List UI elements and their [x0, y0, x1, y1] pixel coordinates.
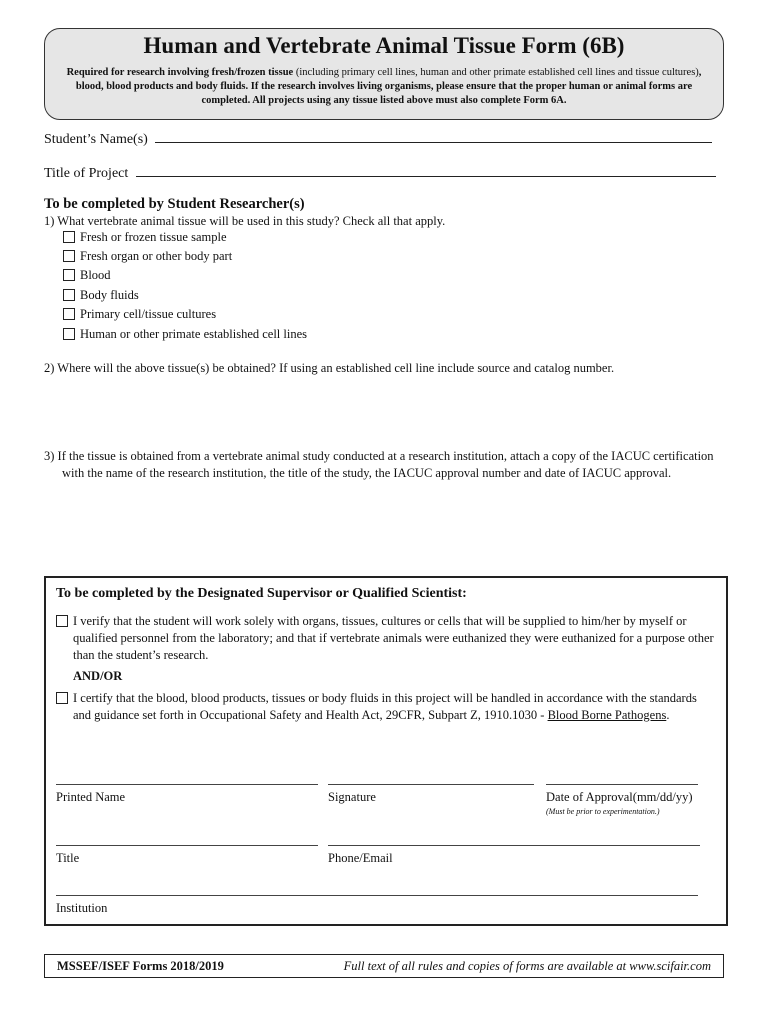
phone-email-label: Phone/Email: [328, 851, 393, 865]
supervisor-heading: To be completed by the Designated Supervisor or Qualified Scientist:: [56, 586, 467, 601]
footer-box: [44, 954, 724, 978]
option-label: Primary cell/tissue cultures: [80, 307, 217, 321]
certify-checkbox[interactable]: [56, 692, 68, 704]
verify-statement: [56, 613, 716, 664]
verify-checkbox[interactable]: [56, 615, 68, 627]
signature-label: Signature: [328, 790, 376, 804]
footer-website-note: Full text of all rules and copies of forms are available at www.scifair.com: [343, 959, 711, 973]
checkbox[interactable]: [63, 328, 75, 340]
title-line[interactable]: [56, 845, 318, 846]
students-name-input[interactable]: [155, 130, 712, 143]
date-of-approval-label: Date of Approval(mm/dd/yy): [546, 790, 693, 804]
checkbox[interactable]: [63, 250, 75, 262]
checkbox[interactable]: [63, 231, 75, 243]
checkbox[interactable]: [63, 308, 75, 320]
certify-body: I certify that the blood, blood products, tissues or body fluids in this project will be handled in accordance with the standards and guidance set forth in Occupational Safety and Health Act, 29CFR, Subpart Z, 1910.1030 -: [73, 691, 697, 722]
option-label: Body fluids: [80, 288, 139, 302]
question-1: 1) What vertebrate animal tissue will be used in this study? Check all that apply.: [44, 214, 446, 228]
certify-statement: [56, 690, 716, 724]
students-name-field: [44, 130, 724, 148]
project-title-input[interactable]: [136, 164, 716, 177]
form-requirements: [57, 66, 711, 108]
option-label: Human or other primate established cell lines: [80, 327, 308, 341]
requirements-bold-1: Required for research involving fresh/frozen tissue: [66, 67, 294, 78]
title-label: Title: [56, 851, 80, 865]
institution-label: Institution: [56, 901, 108, 915]
option-label: Fresh or frozen tissue sample: [80, 230, 227, 244]
option-body-fluids: [63, 288, 139, 303]
students-name-label: Student’s Name(s): [44, 132, 148, 147]
footer-forms-year: MSSEF/ISEF Forms 2018/2019: [57, 959, 224, 973]
blood-borne-pathogens-link: Blood Borne Pathogens: [547, 708, 667, 722]
project-title-field: [44, 164, 724, 182]
certify-text: [56, 690, 716, 724]
question-2: 2) Where will the above tissue(s) be obtained? If using an established cell line include source and catalog number.: [44, 361, 615, 375]
form-title: Human and Vertebrate Animal Tissue Form (6B): [143, 33, 625, 58]
printed-name-label: Printed Name: [56, 790, 126, 804]
question-3: 3) If the tissue is obtained from a vertebrate animal study conducted at a research institution, attach a copy of the IACUC certification with the name of the research institution, the title of the study, the IACUC approval number and date of IACUC approval.: [44, 449, 714, 480]
option-primary-cultures: [63, 307, 216, 322]
option-cell-lines: [63, 327, 307, 342]
phone-email-line[interactable]: [328, 845, 700, 846]
form-header-box: [44, 28, 724, 120]
option-blood: [63, 268, 111, 283]
requirements-normal: (including primary cell lines, human and other primate established cell lines and tissue cultures): [295, 67, 699, 78]
checkbox[interactable]: [63, 289, 75, 301]
checkbox[interactable]: [63, 269, 75, 281]
option-fresh-organ: [63, 249, 232, 264]
date-note: (Must be prior to experimentation.): [546, 807, 660, 816]
option-fresh-frozen: [63, 230, 227, 245]
verify-text: I verify that the student will work solely with organs, tissues, cultures or cells that will be supplied to him/her by myself or qualified personnel from the laboratory; and that if vertebrate animals were euthanized they were euthanized for a purpose other than the student’s research.: [73, 614, 714, 662]
option-label: Blood: [80, 268, 111, 282]
signature-line[interactable]: [328, 784, 534, 785]
and-or-label: AND/OR: [73, 669, 123, 683]
institution-line[interactable]: [56, 895, 698, 896]
student-section-heading: To be completed by Student Researcher(s): [44, 196, 305, 212]
project-title-label: Title of Project: [44, 166, 129, 181]
option-label: Fresh organ or other body part: [80, 249, 233, 263]
certify-period: .: [666, 708, 670, 722]
printed-name-line[interactable]: [56, 784, 318, 785]
date-line[interactable]: [546, 784, 698, 785]
requirements-bold-2: , blood, blood products and body fluids. If the research involves living organisms, please ensure that the proper human or animal forms are completed. All projects using any tissue listed above must also complete Form 6A.: [75, 67, 702, 106]
